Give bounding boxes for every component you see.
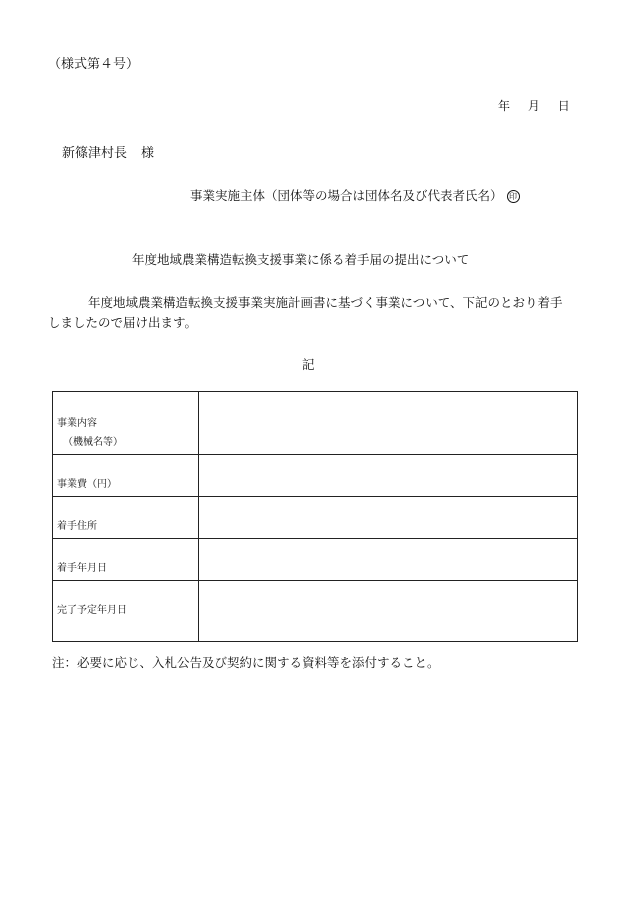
row-value-cell[interactable] — [199, 539, 578, 581]
form-number: （様式第４号） — [48, 57, 140, 72]
body-paragraph: 年度地域農業構造転換支援事業実施計画書に基づく事業について、下記のとおり着手しましたので届け出ます。 — [48, 295, 563, 330]
date-line — [498, 97, 584, 114]
applicant-line — [190, 186, 520, 204]
footnote: 注：必要に応じ、入札公告及び契約に関する資料等を添付すること。 — [52, 655, 440, 670]
row-sublabel-text: （機械名等） — [63, 437, 123, 448]
row-value-cell[interactable] — [199, 581, 578, 642]
table-row — [53, 392, 578, 455]
row-label: 完了予定年月日 — [53, 581, 199, 642]
seal-mark: 印 — [507, 190, 520, 203]
row-label: 着手住所 — [53, 497, 199, 539]
row-label: 着手年月日 — [53, 539, 199, 581]
row-value-cell[interactable] — [199, 455, 578, 497]
date-month: 月 — [527, 99, 540, 113]
addressee-title: 様 — [141, 146, 155, 161]
row-label: 事業費（円） — [53, 455, 199, 497]
row-label — [53, 392, 199, 455]
table-row — [53, 539, 578, 581]
row-value-cell[interactable] — [199, 497, 578, 539]
ki-heading: 記 — [302, 357, 315, 372]
record-table — [52, 391, 578, 642]
subject-title: 年度地域農業構造転換支援事業に係る着手届の提出について — [132, 252, 470, 267]
row-label-text: 事業内容 — [57, 418, 97, 429]
table-row — [53, 455, 578, 497]
addressee-name: 新篠津村長 — [62, 146, 128, 161]
date-day: 日 — [557, 99, 570, 113]
applicant-label: 事業実施主体（団体等の場合は団体名及び代表者氏名） — [190, 188, 503, 203]
addressee — [62, 142, 154, 161]
table-row — [53, 581, 578, 642]
row-value-cell[interactable] — [199, 392, 578, 455]
table-row — [53, 497, 578, 539]
date-year: 年 — [498, 99, 511, 113]
